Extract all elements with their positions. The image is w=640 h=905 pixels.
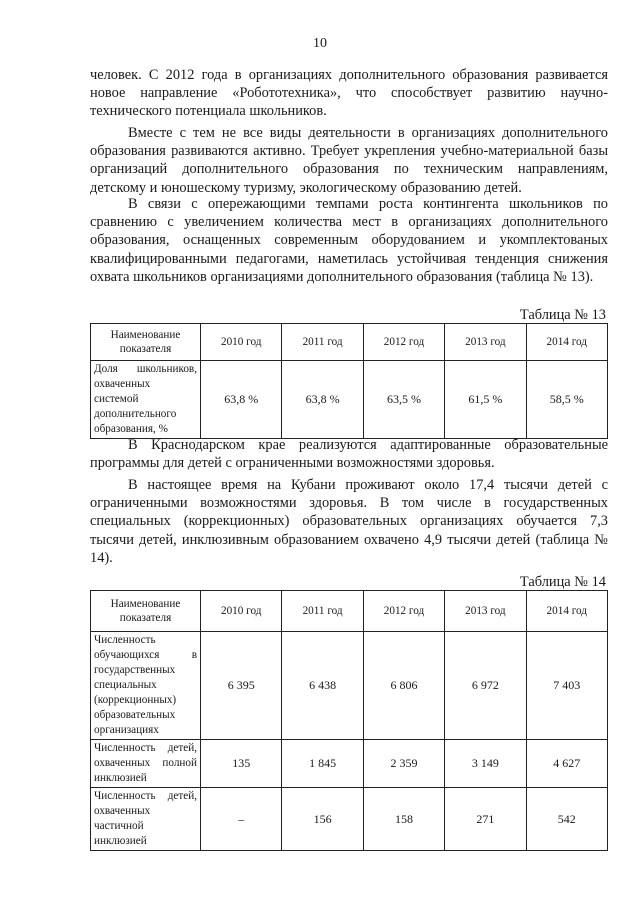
- paragraph-coverage-trend: В связи с опережающими темпами роста контингента школьников по сравнению с увеличением количества мест в организациях дополнительного образования, оснащенных современным оборудованием и укомплектованых квалифицированными педагогами, наметилась устойчивая тенденция снижения охвата школьников организациями дополнительного образования (таблица № 13).: [90, 196, 608, 285]
- header-cell-year: 2014 год: [526, 591, 607, 632]
- row-label: Численность обучающихся в государственных специальных (коррекционных) образовательных организациях: [91, 632, 201, 740]
- table-13-caption: Таблица № 13: [519, 307, 606, 323]
- value-cell: 1 845: [282, 740, 363, 788]
- value-cell: 271: [445, 788, 526, 851]
- value-cell: 58,5 %: [526, 361, 607, 439]
- paragraph-robotics: человек. С 2012 года в организациях дополнительного образования развивается новое направление «Робототехника», что способствует развитию научно-технического потенциала школьников.: [90, 67, 608, 120]
- table-row: [91, 632, 608, 740]
- value-cell: 6 972: [445, 632, 526, 740]
- value-cell: 158: [363, 788, 444, 851]
- table-row: [91, 740, 608, 788]
- page-number: 10: [313, 36, 327, 51]
- paragraph-weak-areas: Вместе с тем не все виды деятельности в организациях дополнительного образования развиваются активно. Требует укрепления учебно-материальной базы организаций дополнительного образования по техническим направлениям, детскому и юношескому туризму, экологическому образованию детей.: [90, 125, 608, 196]
- header-cell-year: 2014 год: [526, 324, 607, 361]
- value-cell: 4 627: [526, 740, 607, 788]
- table-header-row: [91, 324, 608, 361]
- value-cell: –: [201, 788, 282, 851]
- value-cell: 63,8 %: [282, 361, 363, 439]
- header-cell-year: 2010 год: [201, 324, 282, 361]
- paragraph-adapted-programs: В Краснодарском крае реализуются адаптированные образовательные программы для детей с ограниченными возможностями здоровья.: [90, 437, 608, 472]
- header-cell-name: Наименование показателя: [91, 324, 201, 361]
- header-cell-year: 2011 год: [282, 591, 363, 632]
- value-cell: 63,5 %: [363, 361, 444, 439]
- value-cell: 3 149: [445, 740, 526, 788]
- header-cell-year: 2013 год: [445, 591, 526, 632]
- value-cell: 6 806: [363, 632, 444, 740]
- row-label: Доля школьников, охваченных системой дополнительного образования, %: [91, 361, 201, 439]
- header-cell-name: Наименование показателя: [91, 591, 201, 632]
- value-cell: 61,5 %: [445, 361, 526, 439]
- header-cell-year: 2011 год: [282, 324, 363, 361]
- table-14: [90, 590, 608, 851]
- row-label: Численность детей, охваченных частичной инклюзией: [91, 788, 201, 851]
- header-cell-year: 2012 год: [363, 591, 444, 632]
- value-cell: 135: [201, 740, 282, 788]
- table-13: [90, 323, 608, 439]
- table-14-caption: Таблица № 14: [519, 574, 606, 590]
- value-cell: 7 403: [526, 632, 607, 740]
- table-row: [91, 361, 608, 439]
- table-header-row: [91, 591, 608, 632]
- value-cell: 6 395: [201, 632, 282, 740]
- value-cell: 63,8 %: [201, 361, 282, 439]
- header-cell-year: 2013 год: [445, 324, 526, 361]
- header-cell-year: 2012 год: [363, 324, 444, 361]
- value-cell: 542: [526, 788, 607, 851]
- header-cell-year: 2010 год: [201, 591, 282, 632]
- value-cell: 6 438: [282, 632, 363, 740]
- value-cell: 2 359: [363, 740, 444, 788]
- table-row: [91, 788, 608, 851]
- paragraph-kuban-children: В настоящее время на Кубани проживают около 17,4 тысячи детей с ограниченными возможностями здоровья. В том числе в государственных специальных (коррекционных) образовательных организациях обучается 7,3 тысячи детей, инклюзивным образованием охвачено 4,9 тысячи детей (таблица № 14).: [90, 477, 608, 566]
- row-label: Численность детей, охваченных полной инклюзией: [91, 740, 201, 788]
- value-cell: 156: [282, 788, 363, 851]
